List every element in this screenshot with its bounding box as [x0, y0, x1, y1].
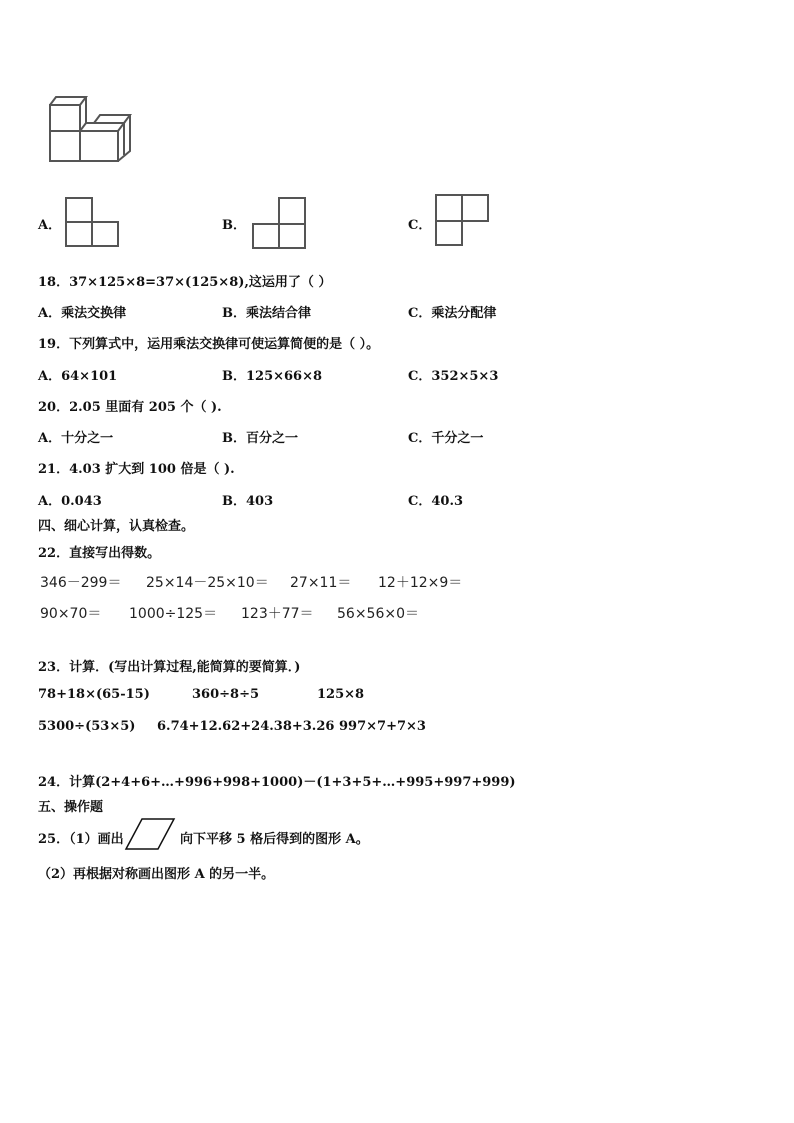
q23-item: 125×8	[317, 687, 365, 702]
q18-option-c: C．乘法分配律	[408, 306, 497, 321]
q19-option-a: A．64×101	[38, 369, 118, 384]
q21-option-a: A．0.043	[38, 494, 102, 509]
option-c-shape	[434, 193, 492, 249]
section-5-heading: 五、操作题	[38, 800, 104, 815]
q23-item: 78+18×(65-15)	[38, 687, 150, 702]
q19-option-c: C．352×5×3	[408, 369, 499, 384]
q23-item: 6.74+12.62+24.38+3.26	[157, 719, 335, 734]
q20-option-a: A．十分之一	[38, 431, 114, 446]
q23-item: 360÷8÷5	[192, 687, 260, 702]
q22-item: 12＋12×9＝	[378, 575, 463, 591]
q25-part1-suffix: 向下平移 5 格后得到的图形 A。	[180, 832, 369, 847]
parallelogram-shape	[124, 817, 176, 851]
q21-option-b: B．403	[222, 494, 274, 509]
q24-stem: 24．计算(2+4+6+…+996+998+1000)－(1+3+5+…+995+997+999)	[38, 775, 516, 790]
q22-stem: 22．直接写出得数。	[38, 546, 161, 561]
q18-stem: 18．37×125×8=37×(125×8),这运用了（ ）	[38, 275, 332, 290]
q18-option-b: B．乘法结合律	[222, 306, 311, 321]
option-b-label: B．	[222, 218, 246, 233]
option-c-label: C．	[408, 218, 432, 233]
q22-item: 25×14－25×10＝	[146, 575, 269, 591]
q25-part2: （2）再根据对称画出图形 A 的另一半。	[38, 867, 275, 882]
option-b-shape	[250, 196, 308, 252]
q23-item: 5300÷(53×5)	[38, 719, 136, 734]
q20-option-c: C．千分之一	[408, 431, 484, 446]
q20-option-b: B．百分之一	[222, 431, 298, 446]
q22-item: 27×11＝	[290, 575, 352, 591]
q23-item: 997×7+7×3	[339, 719, 426, 734]
q19-option-b: B．125×66×8	[222, 369, 323, 384]
q22-item: 346－299＝	[40, 575, 122, 591]
option-a-label: A．	[38, 218, 62, 233]
q21-option-c: C．40.3	[408, 494, 464, 509]
q19-stem: 19．下列算式中，运用乘法交换律可使运算简便的是（ ）。	[38, 337, 380, 352]
q20-stem: 20．2.05 里面有 205 个（ ).	[38, 400, 222, 415]
q22-item: 123＋77＝	[241, 606, 314, 622]
q18-option-a: A．乘法交换律	[38, 306, 127, 321]
q25-part1-prefix: 25．（1）画出	[38, 832, 124, 847]
option-a-shape	[64, 196, 120, 250]
q22-item: 90×70＝	[40, 606, 102, 622]
section-4-heading: 四、细心计算，认真检查。	[38, 519, 195, 534]
cube-stack-figure	[46, 93, 136, 165]
q23-stem: 23．计算．(写出计算过程,能简算的要简算．)	[38, 660, 301, 675]
q21-stem: 21．4.03 扩大到 100 倍是（ ).	[38, 462, 235, 477]
q22-item: 56×56×0＝	[337, 606, 419, 622]
q22-item: 1000÷125＝	[129, 606, 218, 622]
